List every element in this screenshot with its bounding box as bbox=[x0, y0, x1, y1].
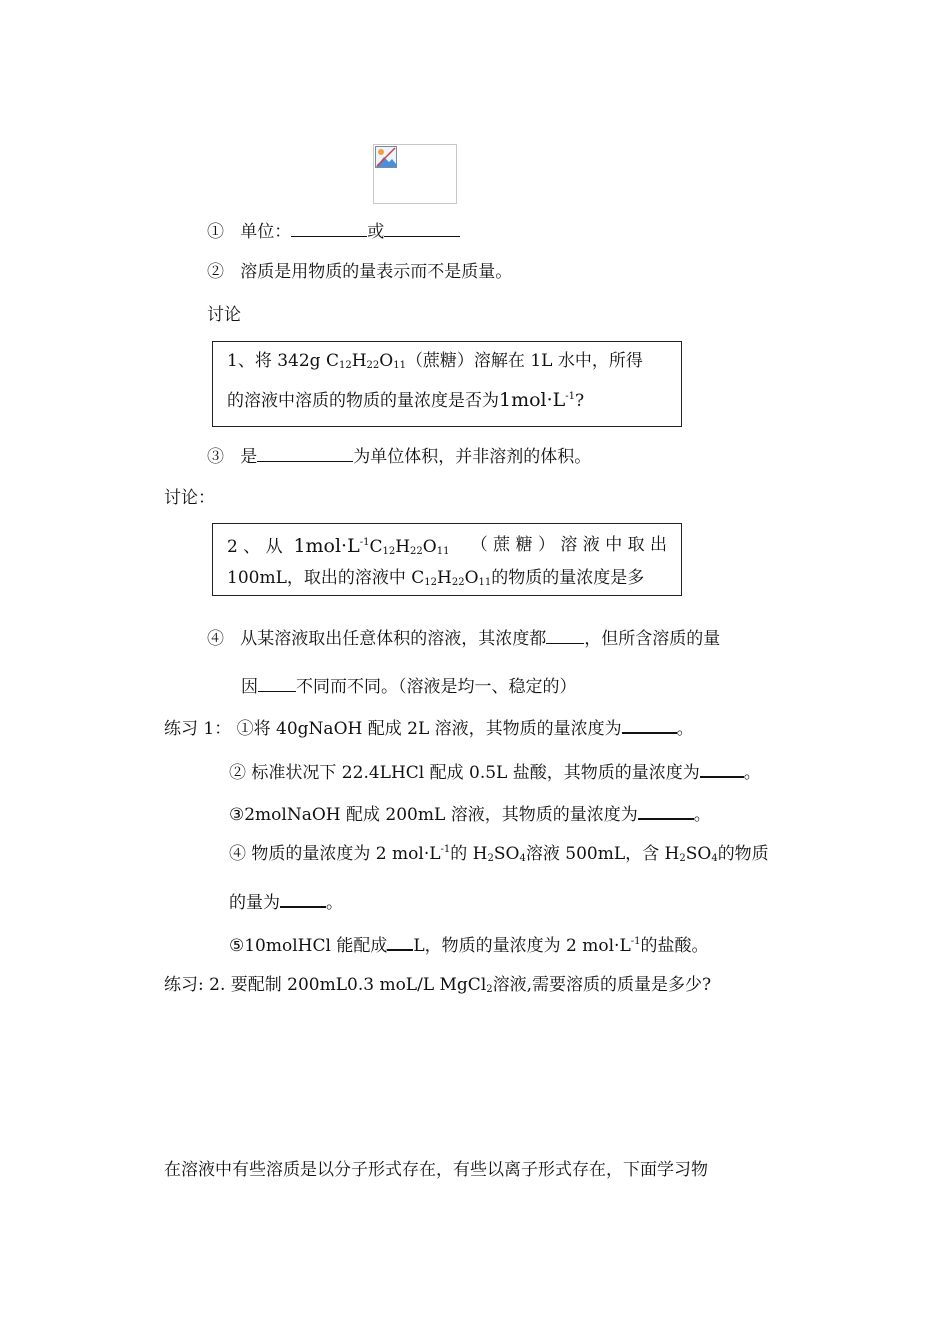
discussion-1-label: 讨论 bbox=[207, 305, 241, 325]
exercise-1-q4-line-2: 的量为 。 bbox=[229, 893, 343, 913]
item-2-number: ② bbox=[207, 262, 224, 282]
item-4-line-1: ④ 从某溶液取出任意体积的溶液，其浓度都 ，但所含溶质的量 bbox=[207, 629, 721, 649]
blank-4a[interactable] bbox=[546, 629, 584, 644]
blank-1a[interactable] bbox=[291, 222, 367, 237]
image-placeholder bbox=[373, 144, 457, 204]
exercise-1-q2: ② 标准状况下 22.4LHCl 配成 0.5L 盐酸，其物质的量浓度为 。 bbox=[229, 763, 761, 783]
item-3-prefix: 是 bbox=[240, 447, 258, 467]
item-2-text: 溶质是用物质的量表示而不是质量。 bbox=[240, 262, 513, 282]
exercise-1-q1: 练习 1： ①将 40gNaOH 配成 2L 溶液，其物质的量浓度为 。 bbox=[164, 719, 694, 739]
box-1-line-2: 的溶液中溶质的物质的量浓度是否为$1mol\cdot L^{-1}$? bbox=[227, 389, 585, 411]
blank-ex1-q3[interactable] bbox=[638, 804, 694, 820]
item-3-number: ③ bbox=[207, 447, 224, 467]
discussion-1-box bbox=[212, 341, 682, 427]
item-1-label: 单位： bbox=[240, 222, 292, 242]
blank-ex1-q5[interactable] bbox=[387, 935, 413, 951]
item-4-number: ④ bbox=[207, 629, 224, 649]
exercise-1-q5: ⑤10molHCl 能配成 L，物质的量浓度为 2 $mol\cdot L^{-1}$的盐酸。 bbox=[229, 936, 709, 956]
item-2 bbox=[207, 264, 512, 281]
discussion-2-label: 讨论： bbox=[164, 488, 215, 508]
footer-paragraph: 在溶液中有些溶质是以分子形式存在，有些以离子形式存在，下面学习物 bbox=[164, 1160, 708, 1180]
blank-ex1-q4[interactable] bbox=[280, 892, 326, 908]
blank-4b[interactable] bbox=[258, 677, 296, 692]
exercise-1-label: 练习 1： bbox=[164, 719, 232, 739]
blank-3[interactable] bbox=[257, 447, 353, 462]
item-1-or: 或 bbox=[367, 222, 385, 242]
blank-1b[interactable] bbox=[384, 222, 460, 237]
box-2-line-2: 100mL，取出的溶液中 $C_{12}H_{22}O_{11}$的物质的量浓度是多 bbox=[227, 568, 645, 588]
box-2-line-1: 2 、 从 $1mol\cdot L^{-1}C_{12}H_{22}O_{11}$ （ 蔗 糖 ） 溶 液 中 取 出 bbox=[227, 535, 667, 557]
broken-image-icon bbox=[375, 146, 397, 168]
item-3 bbox=[207, 447, 591, 466]
blank-ex1-q2[interactable] bbox=[700, 762, 744, 778]
item-4-line-2: 因 不同而不同。（溶液是均一、稳定的） bbox=[241, 677, 577, 697]
exercise-2: 练习: 2. 要配制 200mL0.3 moL/L MgCl$_2$溶液,需要溶质的质量是多少? bbox=[164, 975, 712, 995]
box-1-line-1: 1、将 342g $C_{12}H_{22}O_{11}$（蔗糖）溶解在 1L 水中，所得 bbox=[227, 351, 643, 371]
item-3-suffix: 为单位体积，并非溶剂的体积。 bbox=[353, 447, 592, 467]
discussion-2-box bbox=[212, 523, 682, 596]
blank-ex1-q1[interactable] bbox=[622, 718, 677, 734]
item-1-number: ① bbox=[207, 222, 224, 242]
exercise-1-q3: ③2molNaOH 配成 200mL 溶液，其物质的量浓度为 。 bbox=[229, 805, 711, 825]
item-1 bbox=[207, 222, 460, 241]
exercise-1-q4-line-1: ④ 物质的量浓度为 2 $mol\cdot L^{-1}$的 $H_2SO_4$溶液 500mL，含 $H_2SO_4$的物质 bbox=[229, 844, 769, 864]
